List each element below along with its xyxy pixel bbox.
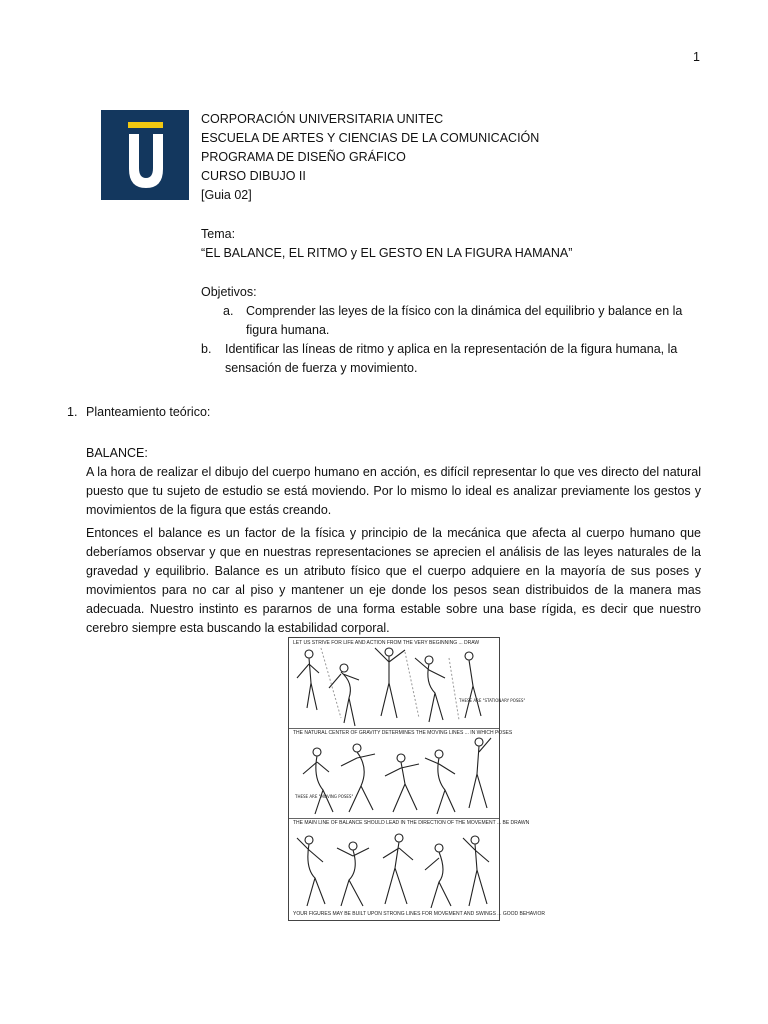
header-line-school: ESCUELA DE ARTES Y CIENCIAS DE LA COMUNICACIÓN xyxy=(201,131,540,145)
unitec-logo xyxy=(101,110,189,200)
figure-caption: THE MAIN LINE OF BALANCE SHOULD LEAD IN THE DIRECTION OF THE MOVEMENT ... BE DRAWN xyxy=(293,820,530,826)
figure-sketches-row-3 xyxy=(289,818,530,913)
figure-caption: LET US STRIVE FOR LIFE AND ACTION FROM THE VERY BEGINNING ... DRAW xyxy=(293,640,480,646)
figure-sketches-row-1 xyxy=(289,638,526,728)
figure-caption: THE NATURAL CENTER OF GRAVITY DETERMINES THE MOVING LINES ... IN WHICH POSES xyxy=(293,730,513,736)
figure-panel xyxy=(289,818,530,908)
logo-accent-bar xyxy=(128,122,163,128)
objectives-label: Objetivos: xyxy=(201,285,257,299)
header-line-course: CURSO DIBUJO II xyxy=(201,169,306,183)
objective-marker: a. xyxy=(223,304,234,318)
figure-caption: YOUR FIGURES MAY BE BUILT UPON STRONG LINES FOR MOVEMENT AND SWINGS ... GOOD BEHAVIOR xyxy=(293,911,545,917)
topic-block xyxy=(201,225,572,263)
header-line-guide: [Guia 02] xyxy=(201,188,252,202)
objectives-block xyxy=(201,283,701,378)
balance-section xyxy=(86,444,701,642)
header-line-institution: CORPORACIÓN UNIVERSITARIA UNITEC xyxy=(201,112,444,126)
balance-subheading: BALANCE: xyxy=(86,446,148,460)
objective-item xyxy=(201,340,701,378)
section-title: Planteamiento teórico: xyxy=(86,405,211,419)
institution-header xyxy=(201,110,539,205)
objective-item xyxy=(201,302,701,340)
balance-paragraph: A la hora de realizar el dibujo del cuerpo humano en acción, es difícil representar lo que ves directo del natural puesto que tu sujeto de estudio se está moviendo. Por lo mismo lo ideal es analizar previamente los gestos y movimientos de la figura que estás creando. xyxy=(86,465,701,517)
topic-label: Tema: xyxy=(201,227,236,241)
section-heading xyxy=(67,403,210,422)
page-number: 1 xyxy=(693,50,700,64)
objective-text: Identificar las líneas de ritmo y aplica en la representación de la figura humana, la sensación de fuerza y movimiento. xyxy=(225,342,678,375)
topic-title: “EL BALANCE, EL RITMO y EL GESTO EN LA FIGURA HAMANA” xyxy=(201,246,573,260)
logo-u-glyph xyxy=(125,134,167,188)
objective-text: Comprender las leyes de la físico con la dinámica del equilibrio y balance en la figura humana. xyxy=(246,304,683,337)
gesture-drawing-illustration xyxy=(288,637,545,921)
header-line-program: PROGRAMA DE DISEÑO GRÁFICO xyxy=(201,150,406,164)
figure-note-stationary: THESE ARE "STATIONARY POSES" xyxy=(459,698,526,703)
section-number: 1. xyxy=(67,405,78,419)
figure-panel xyxy=(289,728,513,819)
balance-paragraph: Entonces el balance es un factor de la física y principio de la mecánica que afecta al cuerpo humano que deberíamos observar y que en nuestras representaciones se aprecien el análisis de las leyes naturales de la gravedad y equilibrio. Balance es un atributo físico que el cuerpo adquiere en la mayoría de sus poses y movimientos para no car al piso y mantener un eje donde los pesos sean distribuidos de la manera mas adecuada. Nuestro instinto es pararnos de una forma estable sobre una base rígida, es decir que nuestro cerebro siempre esta buscando la estabilidad corporal. xyxy=(86,526,701,635)
figure-sketches-row-2 xyxy=(289,728,513,818)
objective-marker: b. xyxy=(201,342,212,356)
figure-note-moving: THESE ARE "MOVING POSES" xyxy=(295,794,354,799)
figure-panel xyxy=(289,638,526,729)
